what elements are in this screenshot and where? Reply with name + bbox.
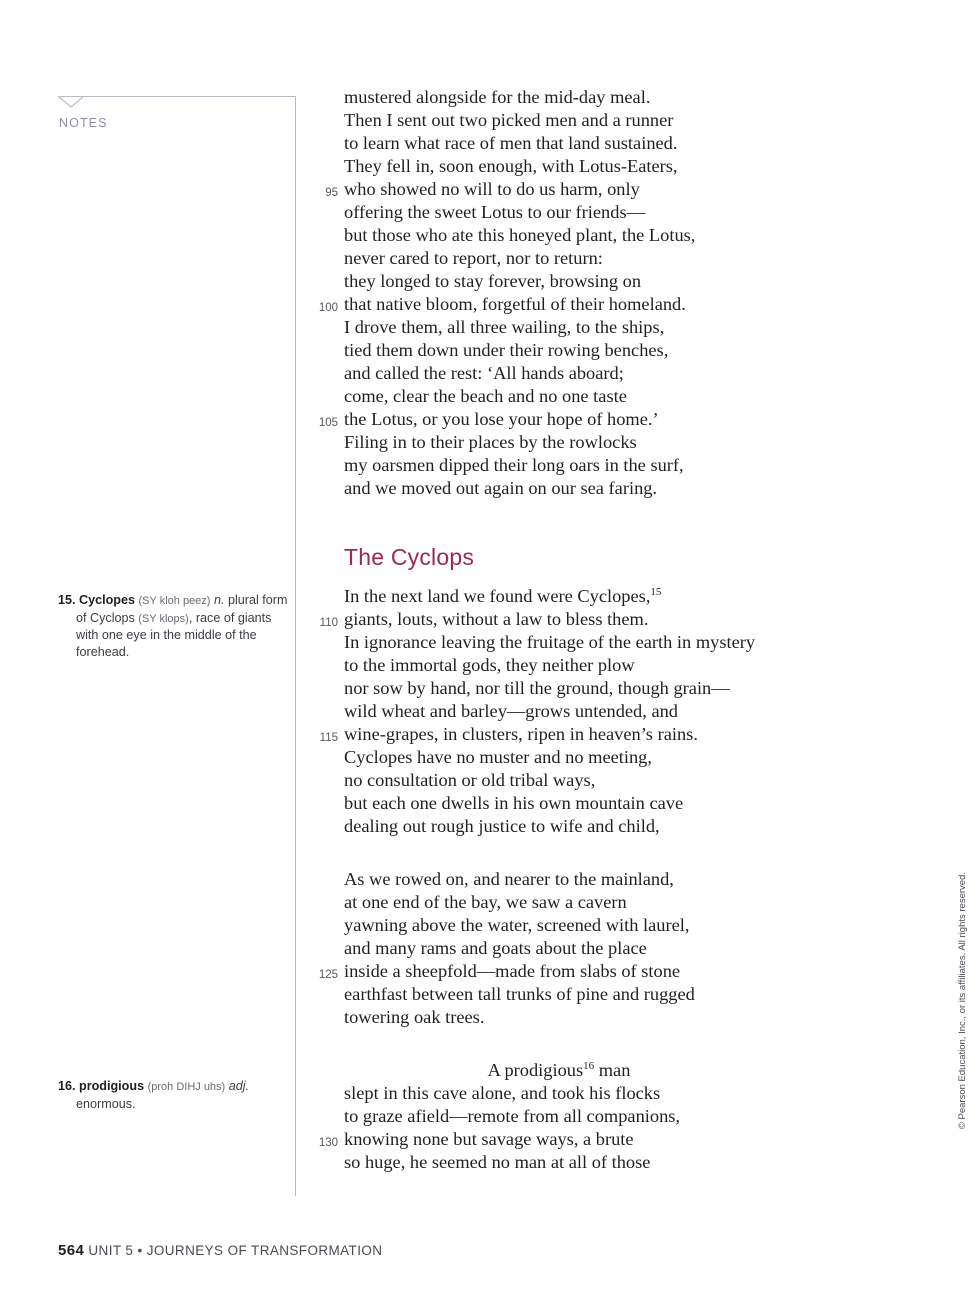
line-text: the Lotus, or you lose your hope of home.’ xyxy=(344,409,659,429)
poem-line xyxy=(312,608,832,631)
sidenote-pronunciation-2: (SY klops) xyxy=(138,612,189,625)
poem-line xyxy=(312,431,832,454)
notes-bracket-icon xyxy=(58,96,84,108)
poem-line xyxy=(312,339,832,362)
poem-line xyxy=(312,1128,832,1151)
line-text-after: man xyxy=(594,1060,631,1080)
line-text: and many rams and goats about the place xyxy=(344,938,647,958)
poem-block-1 xyxy=(312,86,832,500)
line-text: I drove them, all three wailing, to the ships, xyxy=(344,317,665,337)
poem-line xyxy=(312,454,832,477)
line-text: my oarsmen dipped their long oars in the surf, xyxy=(344,455,684,475)
section-title: The Cyclops xyxy=(344,544,475,570)
poem-line xyxy=(312,868,832,891)
poem-line xyxy=(312,270,832,293)
line-text: to graze afield—remote from all companions, xyxy=(344,1106,681,1126)
poem-line xyxy=(312,723,832,746)
sidenote-15 xyxy=(58,592,290,660)
line-text: In ignorance leaving the fruitage of the earth in mystery xyxy=(344,632,756,652)
line-text: Then I sent out two picked men and a runner xyxy=(344,110,674,130)
line-text: As we rowed on, and nearer to the mainland, xyxy=(344,869,674,889)
line-text: knowing none but savage ways, a brute xyxy=(344,1129,634,1149)
line-number: 110 xyxy=(319,617,338,629)
poem-line xyxy=(312,477,832,500)
line-text xyxy=(344,1059,774,1082)
poem-line xyxy=(312,937,832,960)
line-text: no consultation or old tribal ways, xyxy=(344,770,596,790)
notes-divider-top xyxy=(58,96,296,97)
page-number: 564 xyxy=(58,1242,85,1259)
poem-line xyxy=(312,385,832,408)
poem-line xyxy=(312,960,832,983)
poem-line xyxy=(312,178,832,201)
notes-label: NOTES xyxy=(59,116,108,130)
poem-line xyxy=(312,362,832,385)
sidenote-pronunciation: (SY kloh peez) xyxy=(138,595,211,607)
line-text: but each one dwells in his own mountain cave xyxy=(344,793,684,813)
line-text: giants, louts, without a law to bless them. xyxy=(344,609,649,629)
line-text: earthfast between tall trunks of pine and rugged xyxy=(344,984,695,1004)
sidenote-definition-part1: plural form of Cyclops xyxy=(76,593,288,625)
poem-line xyxy=(312,86,832,109)
line-text: inside a sheepfold—made from slabs of stone xyxy=(344,961,681,981)
poem-line xyxy=(312,1059,832,1082)
line-text: but those who ate this honeyed plant, the Lotus, xyxy=(344,225,696,245)
poem-line xyxy=(312,983,832,1006)
line-text: dealing out rough justice to wife and child, xyxy=(344,816,660,836)
poem-line xyxy=(312,585,832,608)
sidenote-number: 16. xyxy=(58,1079,76,1093)
line-text: never cared to report, nor to return: xyxy=(344,248,603,268)
sidenote-definition: enormous. xyxy=(76,1096,136,1111)
sidenote-part-of-speech: adj. xyxy=(228,1079,250,1093)
line-number: 115 xyxy=(319,732,338,744)
poem-line xyxy=(312,201,832,224)
line-text: They fell in, soon enough, with Lotus-Eaters, xyxy=(344,156,678,176)
poem-line xyxy=(312,677,832,700)
sidenote-number: 15. xyxy=(58,593,76,607)
line-text: nor sow by hand, nor till the ground, though grain— xyxy=(344,678,730,698)
column-divider xyxy=(295,96,296,1196)
footer-text: UNIT 5 • JOURNEYS OF TRANSFORMATION xyxy=(88,1243,383,1258)
poem-line xyxy=(312,914,832,937)
line-text: to the immortal gods, they neither plow xyxy=(344,655,635,675)
line-text: come, clear the beach and no one taste xyxy=(344,386,627,406)
sidenote-pronunciation: (proh DIHJ uhs) xyxy=(147,1081,226,1093)
poem-line xyxy=(312,408,832,431)
stanza-gap xyxy=(312,1029,832,1059)
line-text: mustered alongside for the mid-day meal. xyxy=(344,87,651,107)
poem-block-3 xyxy=(312,868,832,1029)
poem-line xyxy=(312,1082,832,1105)
line-text: towering oak trees. xyxy=(344,1007,485,1027)
line-text: that native bloom, forgetful of their homeland. xyxy=(344,294,686,314)
line-text-main: A prodigious xyxy=(487,1060,584,1080)
sidenote-part-of-speech: n. xyxy=(213,593,225,607)
poem-line xyxy=(312,1006,832,1029)
poem-line xyxy=(312,1151,832,1174)
poem-line xyxy=(312,155,832,178)
line-number: 125 xyxy=(318,969,338,981)
line-text: tied them down under their rowing benches, xyxy=(344,340,669,360)
line-text: slept in this cave alone, and took his flocks xyxy=(344,1083,661,1103)
line-number: 105 xyxy=(318,417,338,429)
footnote-marker: 16 xyxy=(583,1059,595,1072)
poem-line xyxy=(312,769,832,792)
sidenote-16 xyxy=(58,1078,290,1112)
line-text: Cyclopes have no muster and no meeting, xyxy=(344,747,652,767)
poem-line xyxy=(312,815,832,838)
sidenote-term: prodigious xyxy=(79,1079,145,1093)
poem-line xyxy=(312,700,832,723)
line-text-main: In the next land we found were Cyclopes, xyxy=(344,586,651,606)
line-text: offering the sweet Lotus to our friends— xyxy=(344,202,645,222)
line-text: they longed to stay forever, browsing on xyxy=(344,271,642,291)
poem-line xyxy=(312,132,832,155)
poem-line xyxy=(312,891,832,914)
poem-body xyxy=(312,86,832,1174)
poem-line xyxy=(312,293,832,316)
line-number: 100 xyxy=(318,302,338,314)
line-text: yawning above the water, screened with laurel, xyxy=(344,915,690,935)
line-text: wine-grapes, in clusters, ripen in heaven’s rains. xyxy=(344,724,698,744)
line-text: at one end of the bay, we saw a cavern xyxy=(344,892,627,912)
sidenote-term: Cyclopes xyxy=(79,593,136,607)
line-text: Filing in to their places by the rowlocks xyxy=(344,432,637,452)
poem-line xyxy=(312,224,832,247)
poem-line xyxy=(312,792,832,815)
copyright-notice: © Pearson Education, Inc., or its affiliates. All rights reserved. xyxy=(957,872,968,1130)
stanza-gap xyxy=(312,838,832,868)
page-footer xyxy=(58,1242,382,1259)
line-text: and we moved out again on our sea faring. xyxy=(344,478,658,498)
poem-line xyxy=(312,746,832,769)
poem-block-2 xyxy=(312,585,832,838)
poem-line xyxy=(312,109,832,132)
line-text: who showed no will to do us harm, only xyxy=(344,179,640,199)
line-number: 95 xyxy=(325,187,338,199)
line-text xyxy=(344,585,832,608)
poem-line xyxy=(312,316,832,339)
line-text: so huge, he seemed no man at all of those xyxy=(344,1152,651,1172)
poem-line xyxy=(312,247,832,270)
footnote-marker: 15 xyxy=(650,585,662,598)
line-number: 130 xyxy=(318,1137,338,1149)
poem-line xyxy=(312,654,832,677)
line-text: wild wheat and barley—grows untended, and xyxy=(344,701,679,721)
line-text: and called the rest: ‘All hands aboard; xyxy=(344,363,624,383)
poem-line xyxy=(312,1105,832,1128)
poem-line xyxy=(312,631,832,654)
poem-block-4 xyxy=(312,1059,832,1174)
sidenote-definition-part2: , race of giants with one eye in the middle of the forehead. xyxy=(76,610,272,659)
line-text: to learn what race of men that land sustained. xyxy=(344,133,678,153)
